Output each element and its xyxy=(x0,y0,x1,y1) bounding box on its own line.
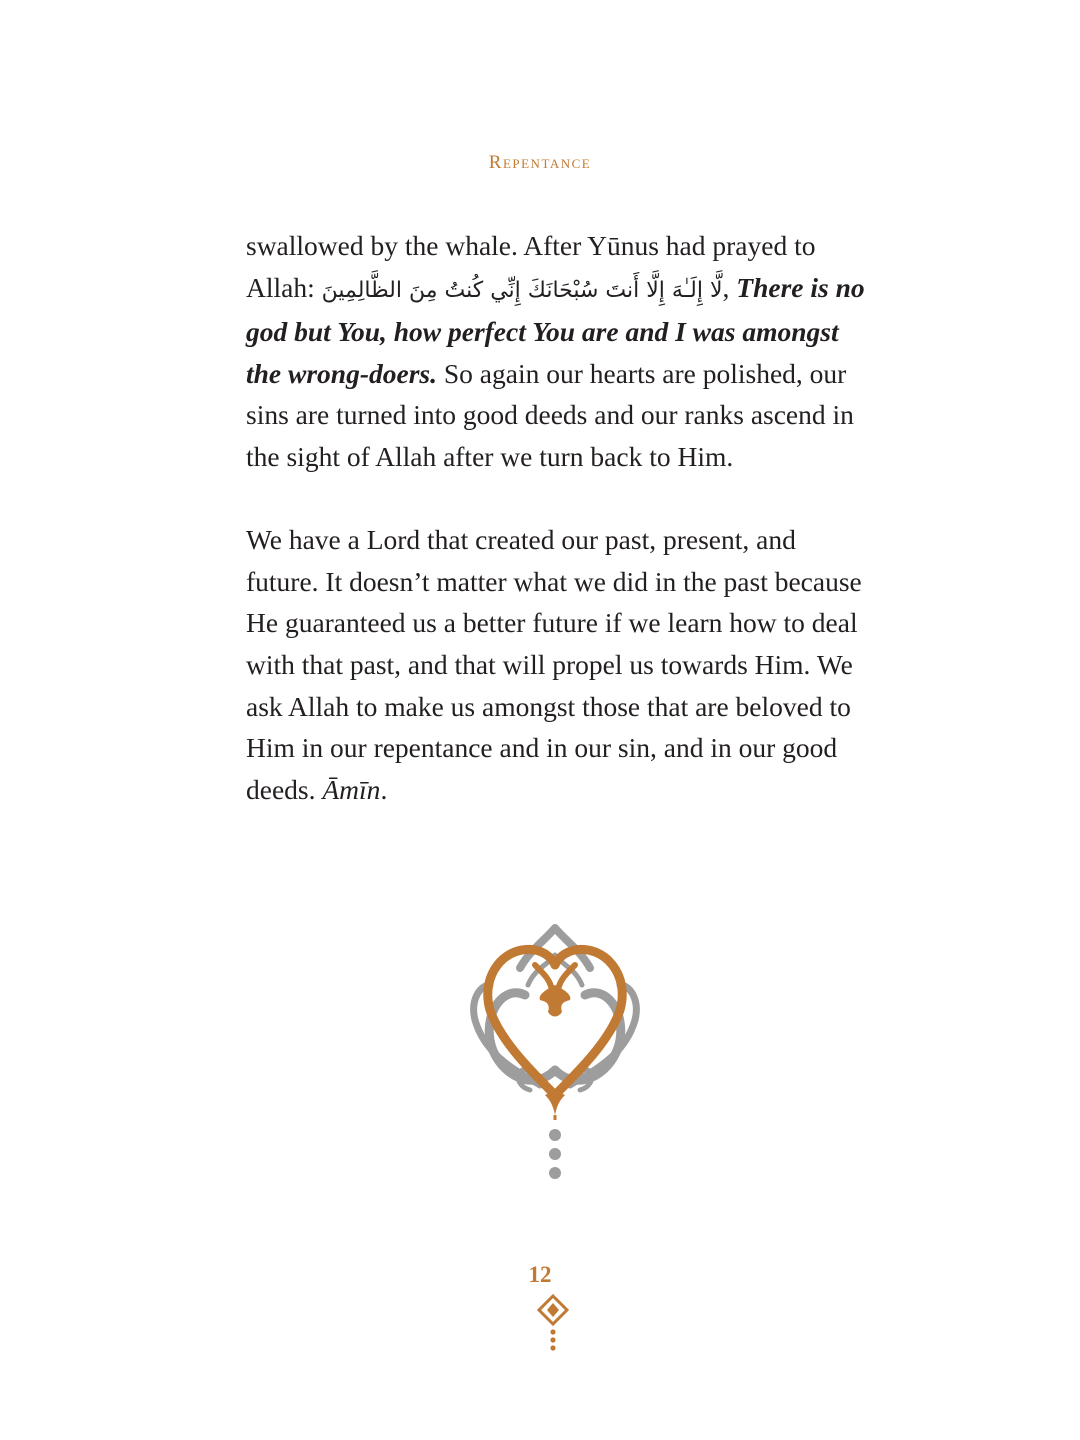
paragraph-1 xyxy=(246,225,866,478)
paragraph-2-end: . xyxy=(380,773,388,805)
verse-translation: There is no god but You, how perfect You are and I was amongst the wrong-doers. xyxy=(246,271,865,389)
body-text xyxy=(246,225,866,810)
running-title: Repentance xyxy=(488,152,592,173)
amin-word: Āmīn xyxy=(322,773,381,805)
paragraph-1-text-b: So again our hearts are polished, our sins are turned into good deeds and our ranks ascend in the sight of Allah after we turn back to Him. xyxy=(246,357,854,472)
small-diamond-ornament-icon xyxy=(536,1294,570,1354)
comma: , xyxy=(722,271,737,303)
paragraph-1-text-a: swallowed by the whale. After Yūnus had prayed to Allah: xyxy=(246,230,816,303)
arabic-verse: لَّا إِلَـٰهَ إِلَّا أَنتَ سُبْحَانَكَ إِنِّي كُنتُ مِنَ الظَّالِمِينَ xyxy=(321,277,723,303)
paragraph-2-text: We have a Lord that created our past, present, and future. It doesn’t matter what we did in the past because He guaranteed us a better future if we learn how to deal with that past, and that will propel us towards Him. We ask Allah to make us amongst those that are beloved to Him in our repentance and in our sin, and in our good deeds. xyxy=(246,524,862,805)
floral-arabesque-ornament-icon xyxy=(460,920,650,1190)
paragraph-2 xyxy=(246,519,866,810)
page-number: 12 xyxy=(528,1262,552,1287)
